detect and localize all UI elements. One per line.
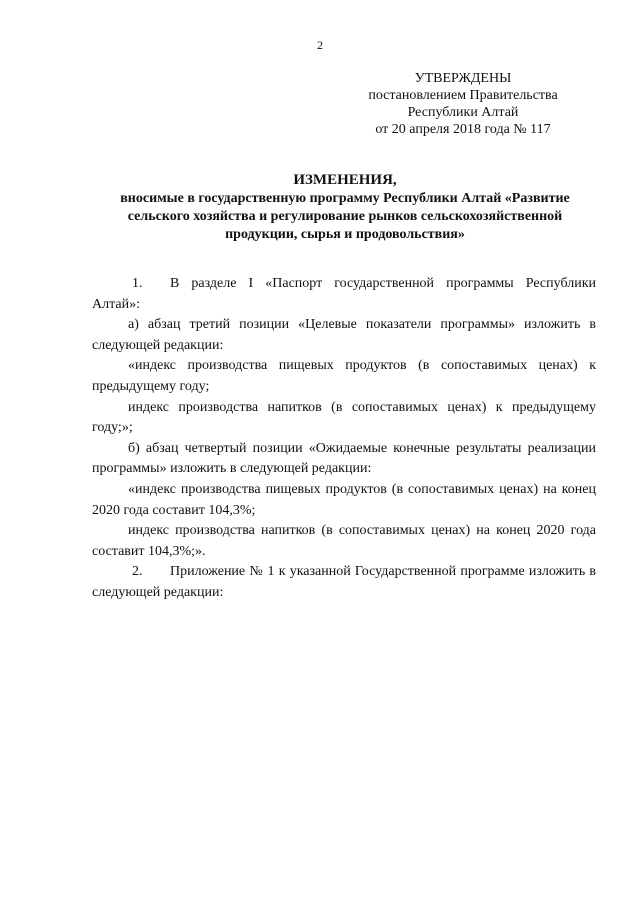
paragraph-a: а) абзац третий позиции «Целевые показатели программы» изложить в следующей редакции: (92, 317, 596, 353)
document-subtitle (70, 190, 620, 244)
approval-issuer: постановлением Правительства (368, 88, 558, 103)
page-number: 2 (317, 38, 323, 52)
item-2-number: 2. (132, 564, 143, 580)
paragraph-b: б) абзац четвертый позиции «Ожидаемые конечные результаты реализации программы» изложить в следующей редакции: (92, 440, 596, 477)
paragraph-b-food-index: «индекс производства пищевых продуктов (в сопоставимых ценах) на конец 2020 года составит 104,3%; (92, 481, 596, 518)
document-title: ИЗМЕНЕНИЯ, (293, 172, 397, 188)
approval-date-number: от 20 апреля 2018 года № 117 (375, 122, 551, 137)
approval-status: УТВЕРЖДЕНЫ (414, 71, 512, 86)
subtitle-line: вносимые в государственную программу Республики Алтай «Развитие (120, 191, 570, 206)
item-1-number: 1. (132, 276, 143, 291)
subtitle-line: сельского хозяйства и регулирование рынков сельскохозяйственной (127, 209, 563, 224)
approval-region: Республики Алтай (407, 105, 519, 120)
item-1-paragraph (92, 274, 596, 315)
item-2-paragraph (92, 562, 596, 603)
document-heading (70, 171, 620, 244)
subtitle-line: продукции, сырья и продовольствия» (225, 227, 465, 242)
item-1-text: В разделе I «Паспорт государственной программы Республики Алтай»: (92, 276, 596, 312)
paragraph-a-food-index: «индекс производства пищевых продуктов (в сопоставимых ценах) к предыдущему году; (92, 358, 596, 394)
paragraph-b-drinks-index: индекс производства напитков (в сопоставимых ценах) на конец 2020 года составит 104,3%;». (92, 523, 596, 559)
approval-block (348, 70, 578, 138)
paragraph-a-drinks-index: индекс производства напитков (в сопоставимых ценах) к предыдущему году;»; (92, 399, 596, 436)
item-2-text: Приложение № 1 к указанной Государственной программе изложить в следующей редакции: (92, 564, 596, 600)
document-body (92, 274, 596, 604)
